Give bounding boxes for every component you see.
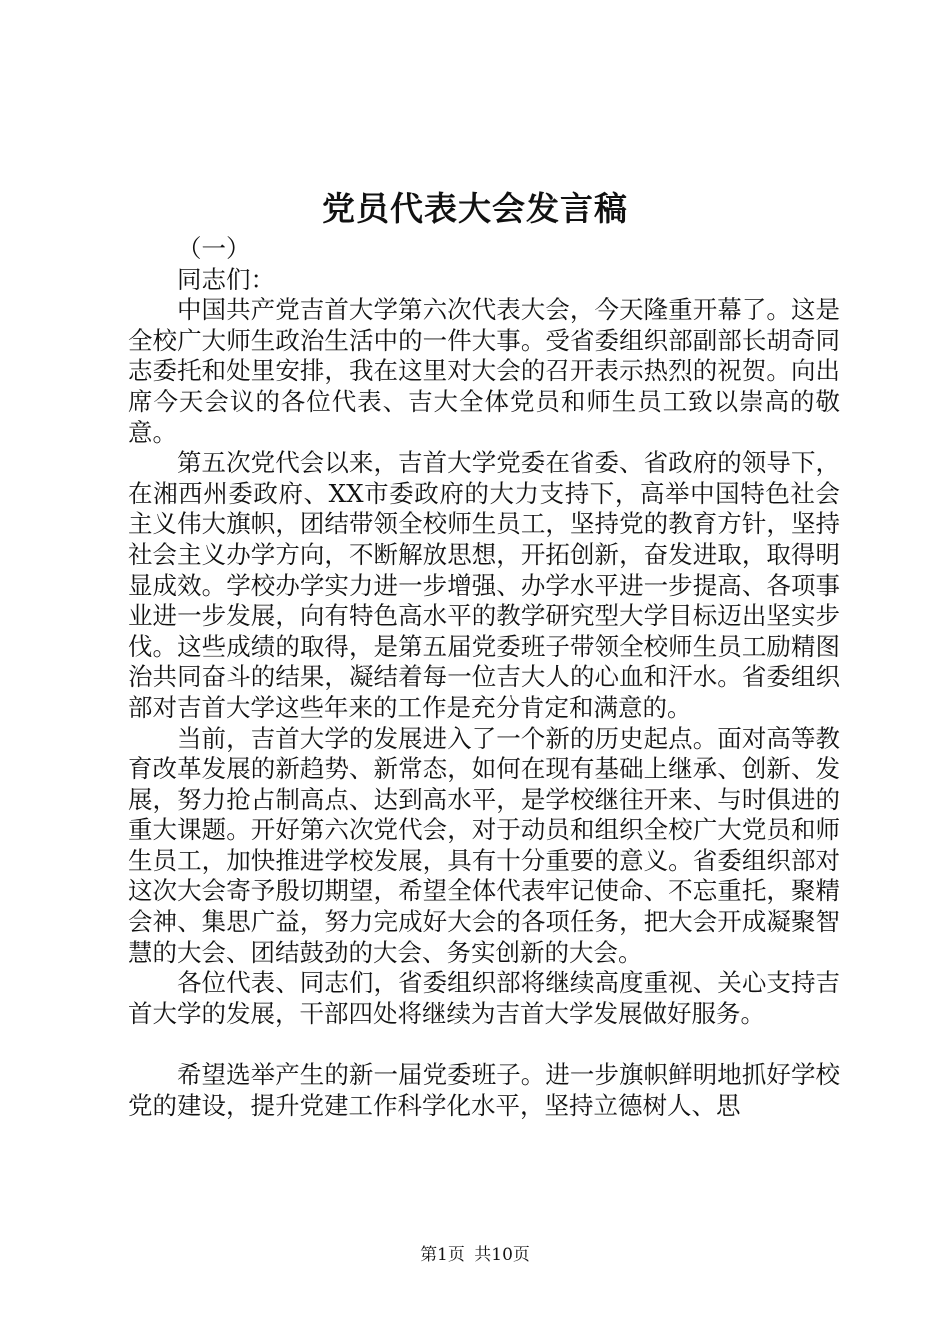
paragraph: 各位代表、同志们，省委组织部将继续高度重视、关心支持吉首大学的发展，干部四处将继续为吉首大学发展做好服务。 bbox=[128, 968, 840, 1028]
document-title: 党员代表大会发言稿 bbox=[322, 189, 628, 228]
paragraph: 第五次党代会以来，吉首大学党委在省委、省政府的领导下，在湘西州委政府、XX市委政府的大力支持下，高举中国特色社会主义伟大旗帜，团结带领全校师生员工，坚持党的教育方针，坚持社会主义办学方向，不断解放思想，开拓创新，奋发进取，取得明显成效。学校办学实力进一步增强、办学水平进一步提高、各项事业进一步发展，向有特色高水平的教学研究型大学目标迈出坚实步伐。这些成绩的取得，是第五届党委班子带领全校师生员工励精图治共同奋斗的结果，凝结着每一位吉大人的心血和汗水。省委组织部对吉首大学这些年来的工作是充分肯定和满意的。 bbox=[128, 448, 840, 722]
paragraph: 中国共产党吉首大学第六次代表大会，今天隆重开幕了。这是全校广大师生政治生活中的一件大事。受省委组织部副部长胡奇同志委托和处里安排，我在这里对大会的召开表示热烈的祝贺。向出席今天会议的各位代表、吉大全体党员和师生员工致以崇高的敬意。 bbox=[128, 295, 840, 447]
section-marker: （一） bbox=[177, 234, 251, 263]
page-footer bbox=[0, 1243, 950, 1267]
page-number-total: 共10页 bbox=[474, 1245, 530, 1265]
document-body bbox=[128, 234, 840, 1121]
salutation: 同志们： bbox=[177, 264, 275, 294]
page-number-current: 第1页 bbox=[420, 1245, 465, 1265]
paragraph: 希望选举产生的新一届党委班子。进一步旗帜鲜明地抓好学校党的建设，提升党建工作科学化水平，坚持立德树人、思 bbox=[128, 1060, 840, 1120]
paragraph: 当前，吉首大学的发展进入了一个新的历史起点。面对高等教育改革发展的新趋势、新常态，如何在现有基础上继承、创新、发展，努力抢占制高点、达到高水平，是学校继往开来、与时俱进的重大课题。开好第六次党代会，对于动员和组织全校广大党员和师生员工，加快推进学校发展，具有十分重要的意义。省委组织部对这次大会寄予殷切期望，希望全体代表牢记使命、不忘重托，聚精会神、集思广益，努力完成好大会的各项任务，把大会开成凝聚智慧的大会、团结鼓劲的大会、务实创新的大会。 bbox=[128, 723, 840, 967]
